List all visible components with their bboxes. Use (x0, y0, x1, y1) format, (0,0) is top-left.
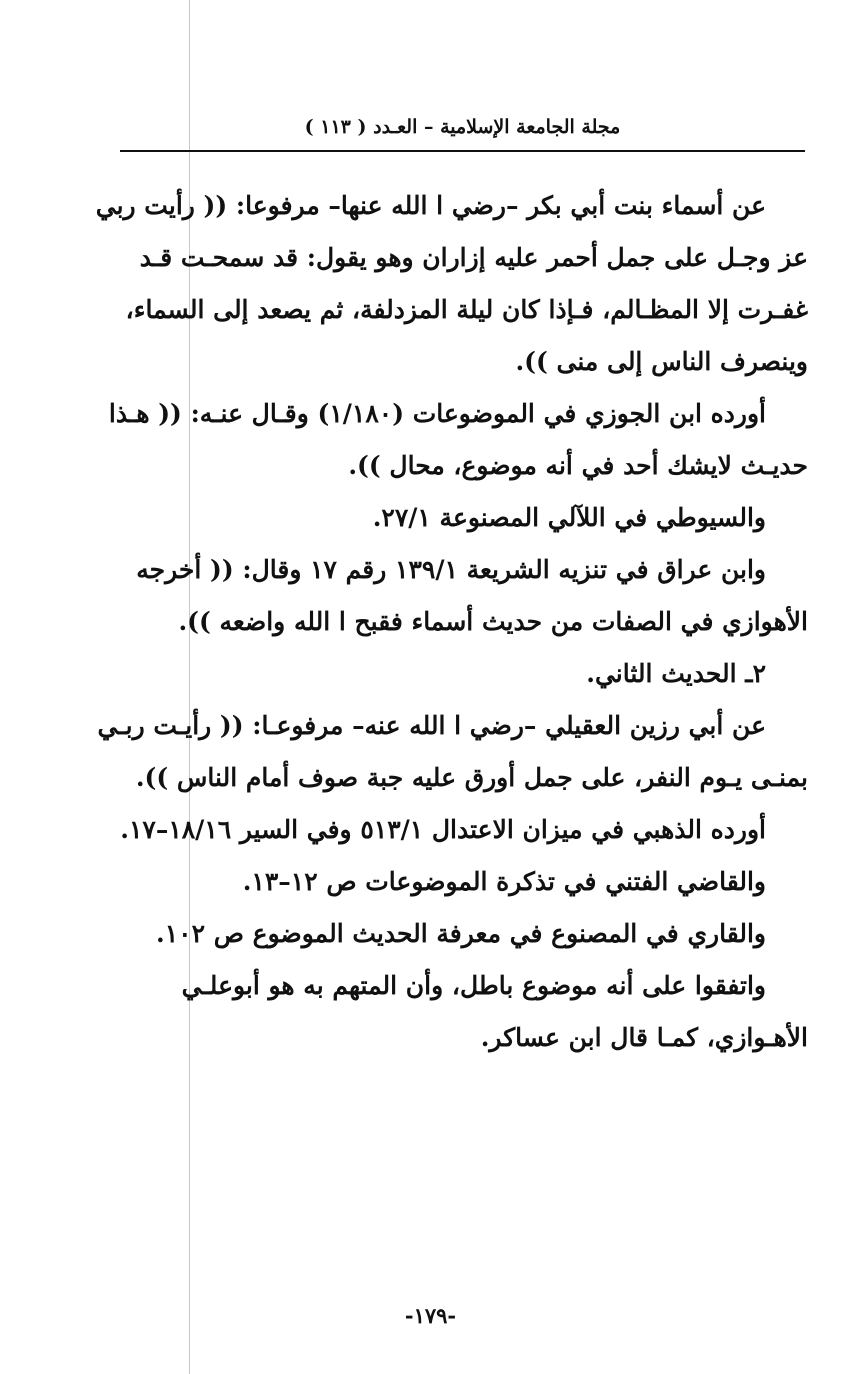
paragraph-ibn-jawzi: أورده ابن الجوزي في الموضوعات (١/١٨٠) وقـال عنـه: (( هـذا حديـث لايشك أحد في أنه موضوع، محال )). (108, 399, 808, 480)
paragraph-asma-hadith: عن أسماء بنت أبي بكر –رضي ا الله عنها– مرفوعا: (( رأيت ربي عز وجـل على جمل أحمر عليه إزاران وهو يقول: قد سمحـت قـد غفـرت إلا المظـالم، فـإذا كان ليلة المزدلفة، ثم يصعد إلى السماء، وينصرف الناس إلى منى )). (95, 191, 808, 376)
paragraph-qari: والقاري في المصنوع في معرفة الحديث الموضوع ص ١٠٢. (156, 919, 766, 948)
paragraph-dhahabi: أورده الذهبي في ميزان الاعتدال ٥١٣/١ وفي السير ١٨/١٦–١٧. (120, 815, 766, 844)
journal-title: مجلة الجامعة الإسلامية – العـدد ( ١١٣ ) (304, 116, 621, 138)
paragraph-ibn-iraq: وابن عراق في تنزيه الشريعة ١٣٩/١ رقم ١٧ وقال: (( أخرجه الأهوازي في الصفات من حديث أسماء فقبح ا الله واضعه )). (136, 555, 808, 636)
article-body (80, 180, 808, 1064)
running-header (120, 112, 805, 152)
paragraph-fatani: والقاضي الفتني في تذكرة الموضوعات ص ١٢–١٣. (242, 867, 766, 896)
paragraph-abu-razin-hadith: عن أبي رزين العقيلي –رضي ا الله عنه– مرفوعـا: (( رأيـت ربـي بمنـى يـوم النفر، على جمل أورق عليه جبة صوف أمام الناس )). (97, 711, 808, 792)
paragraph-suyuti: والسيوطي في اللآلي المصنوعة ٢٧/١. (372, 503, 766, 532)
page-number: -١٧٩- (404, 1303, 457, 1328)
header-rule (120, 150, 805, 152)
paragraph-conclusion: واتفقوا على أنه موضوع باطل، وأن المتهم به هو أبوعلـي الأهـوازي، كمـا قال ابن عساكر. (181, 971, 808, 1052)
section-heading-second-hadith: ٢ـ الحديث الثاني. (586, 659, 766, 688)
